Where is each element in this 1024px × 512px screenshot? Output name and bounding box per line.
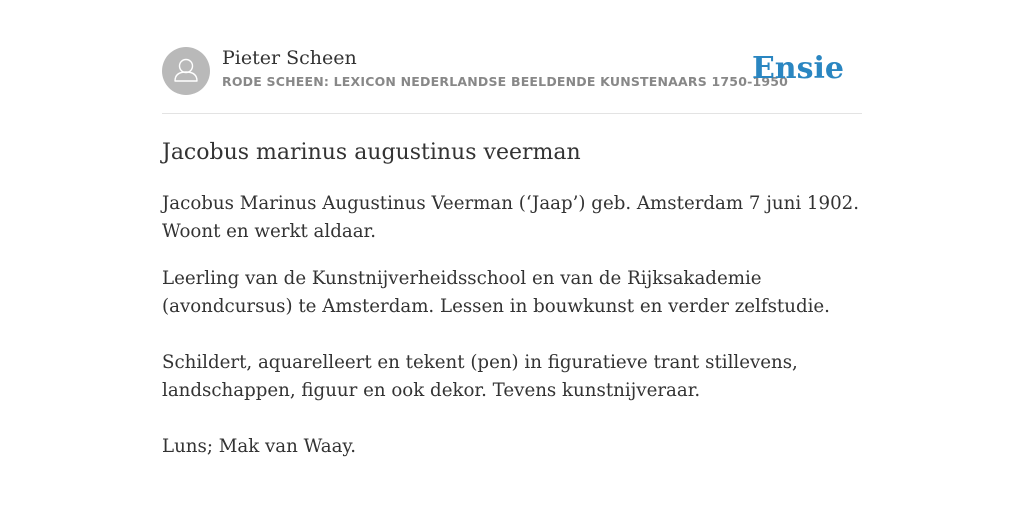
user-icon xyxy=(162,47,210,95)
article-header xyxy=(162,0,862,114)
article-title: Jacobus marinus augustinus veerman xyxy=(162,140,581,165)
ensie-logo[interactable]: Ensie xyxy=(751,51,844,86)
article-paragraph: Jacobus Marinus Augustinus Veerman (‘Jaap’) geb. Amsterdam 7 juni 1902. Woont en werkt aldaar. xyxy=(162,193,859,242)
article-paragraph: Leerling van de Kunstnijverheidsschool en van de Rijksakademie (avondcursus) te Amsterdam. Lessen in bouwkunst en verder zelfstudie. xyxy=(162,268,830,317)
author-name[interactable]: Pieter Scheen xyxy=(222,47,357,69)
article-card xyxy=(162,0,862,457)
source-title[interactable]: RODE SCHEEN: LEXICON NEDERLANDSE BEELDENDE KUNSTENAARS 1750-1950 xyxy=(222,74,789,89)
article-paragraph: Luns; Mak van Waay. xyxy=(162,436,357,457)
author-avatar[interactable] xyxy=(162,47,210,95)
article-paragraph: Schildert, aquarelleert en tekent (pen) in figuratieve trant stillevens, landschappen, figuur en ook dekor. Tevens kunstnijveraar. xyxy=(162,352,798,401)
